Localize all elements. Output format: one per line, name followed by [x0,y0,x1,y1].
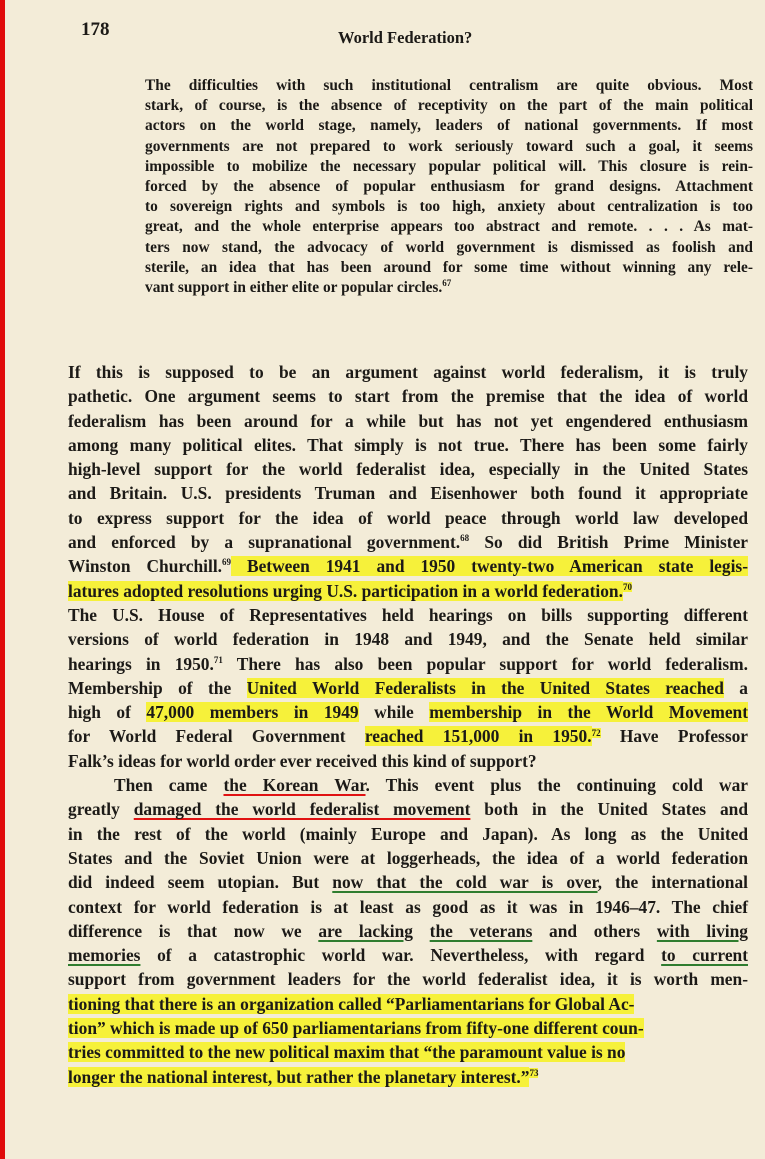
footnote-ref: 73 [529,1067,539,1078]
body-line [68,992,748,1016]
body-line [68,579,748,603]
body-line [68,870,748,894]
body-text-run: hearings in 1950. [68,653,214,674]
red-underlined-text: damaged the world federalist movement [133,799,471,820]
quote-line: great, and the whole enterprise appears too abstract and remote. . . . As mat- [145,218,753,236]
quote-line: The difficulties with such institutional centralism are quite obvious. Most [145,77,753,94]
body-text-run [413,921,430,941]
quote-line-last [145,278,753,298]
body-line: The U.S. House of Representatives held hearings on bills supporting different [68,604,748,625]
body-text-run: and others [532,920,657,941]
body-text-run: difference is that now we [68,920,319,941]
footnote-ref: 72 [591,727,601,738]
body-text-run: So did British Prime Minister [469,532,749,553]
body-line: and Britain. U.S. presidents Truman and Eisenhower both found it appropriate [68,483,748,504]
body-text-run: did indeed seem utopian. But [68,872,333,893]
green-underlined-text: memories [68,945,141,966]
body-line [68,1065,748,1089]
body-text-run: and enforced by a supranational government. [68,532,461,553]
quote-line: forced by the absence of popular enthusiasm for grand designs. Attachment [145,178,753,196]
red-edge-marker [0,0,5,1159]
footnote-ref: 69 [222,557,232,568]
green-underlined-text: the veterans [429,920,533,941]
body-text-run: both in the United States and [470,799,748,820]
body-text-run: Winston Churchill. [68,556,223,577]
highlighted-text: tion” which is made up of 650 parliamentarians from fifty-one different coun- [68,1018,644,1039]
footnote-ref: 68 [460,533,470,544]
body-line [68,773,748,797]
green-underlined-text: now that the cold war is over [332,872,598,893]
green-underlined-text: are lacking [318,920,413,941]
body-line [68,530,748,554]
body-line: context for world federation is at least as good as it was in 1946–47. The chief [68,896,748,917]
highlighted-text: membership in the World Movement [429,702,748,723]
body-line: federalism has been around for a while but has not yet engendered enthusiasm [68,410,748,431]
body-line: States and the Soviet Union were at loggerheads, the idea of a world federation [68,847,748,868]
body-line: Falk’s ideas for world order ever received this kind of support? [68,750,537,771]
body-text-run: greatly [68,799,134,820]
body-line [68,652,748,676]
quote-line: actors on the world stage, namely, leaders of national governments. If most [145,117,753,135]
highlighted-text: 47,000 members in 1949 [146,702,359,723]
running-head: World Federation? [338,28,473,47]
body-text-run: Membership of the [68,677,247,698]
body-line: to express support for the idea of world peace through world law developed [68,507,748,528]
quote-line: to sovereign rights and symbols is too high, anxiety about centralization is too [145,198,753,216]
quote-line: ters now stand, the advocacy of world government is dismissed as foolish and [145,238,753,256]
footnote-ref: 71 [213,654,223,665]
body-line [68,1040,748,1064]
quote-line: stark, of course, is the absence of receptivity on the part of the main political [145,97,753,115]
quote-text: vant support in either elite or popular circles. [145,279,443,297]
body-text-run: while [358,702,430,723]
body-line: high-level support for the world federalist idea, especially in the United States [68,459,748,480]
body-line [68,919,748,943]
body-line [68,797,748,821]
body-line: versions of world federation in 1948 and 1949, and the Senate held similar [68,629,748,650]
highlighted-text: United World Federalists in the United States reached [246,677,724,698]
highlighted-text: longer the national interest, but rather the planetary interest.” [68,1066,530,1087]
page-number: 178 [81,19,110,40]
quote-line: sterile, an idea that has been around for some time without winning any rele- [145,258,753,276]
quote-line: impossible to mobilize the necessary popular political will. This closure is rein- [145,157,753,175]
body-text-run: Then came [114,775,224,796]
highlighted-text: tries committed to the new political maxim that “the paramount value is no [68,1042,626,1063]
body-line [68,676,748,700]
red-underlined-text: the Korean War [223,775,366,796]
body-line: pathetic. One argument seems to start from the premise that the idea of world [68,386,748,407]
footnote-ref: 70 [622,581,632,592]
body-text-run: There has also been popular support for world federalism. [222,653,748,674]
highlighted-text: tioning that there is an organization called “Parliamentarians for Global Ac- [68,993,635,1014]
body-text-run: . This event plus the continuing cold war [365,775,748,796]
highlighted-text: Between 1941 and 1950 twenty-two American state legis- [231,556,748,577]
highlighted-text: latures adopted resolutions urging U.S. participation in a world federation. [68,580,623,601]
quote-line: governments are not prepared to work seriously toward such a goal, it seems [145,137,753,155]
body-line [68,700,748,724]
block-quote [145,76,753,298]
body-text [68,360,748,1089]
body-text-run: for World Federal Government [68,726,365,747]
body-line [68,554,748,578]
body-line: support from government leaders for the world federalist idea, it is worth men- [68,969,748,990]
body-text-run: , the international [597,872,748,893]
body-line: in the rest of the world (mainly Europe and Japan). As long as the United [68,823,748,844]
green-underlined-text: to current [661,945,748,966]
body-text-run: Have Professor [600,726,749,747]
body-line [68,943,748,967]
body-line [68,1016,748,1040]
green-underlined-text: with living [656,920,748,941]
body-line: If this is supposed to be an argument against world federalism, it is truly [68,362,748,382]
footnote-ref: 67 [442,277,452,288]
body-text-run: of a catastrophic world war. Nevertheless, with regard [140,945,662,966]
body-line: among many political elites. That simply is not true. There has been some fairly [68,434,748,455]
body-line [68,724,748,748]
body-text-run: high of [68,702,147,723]
body-text-run: a [723,677,748,698]
highlighted-text: reached 151,000 in 1950. [364,726,592,747]
